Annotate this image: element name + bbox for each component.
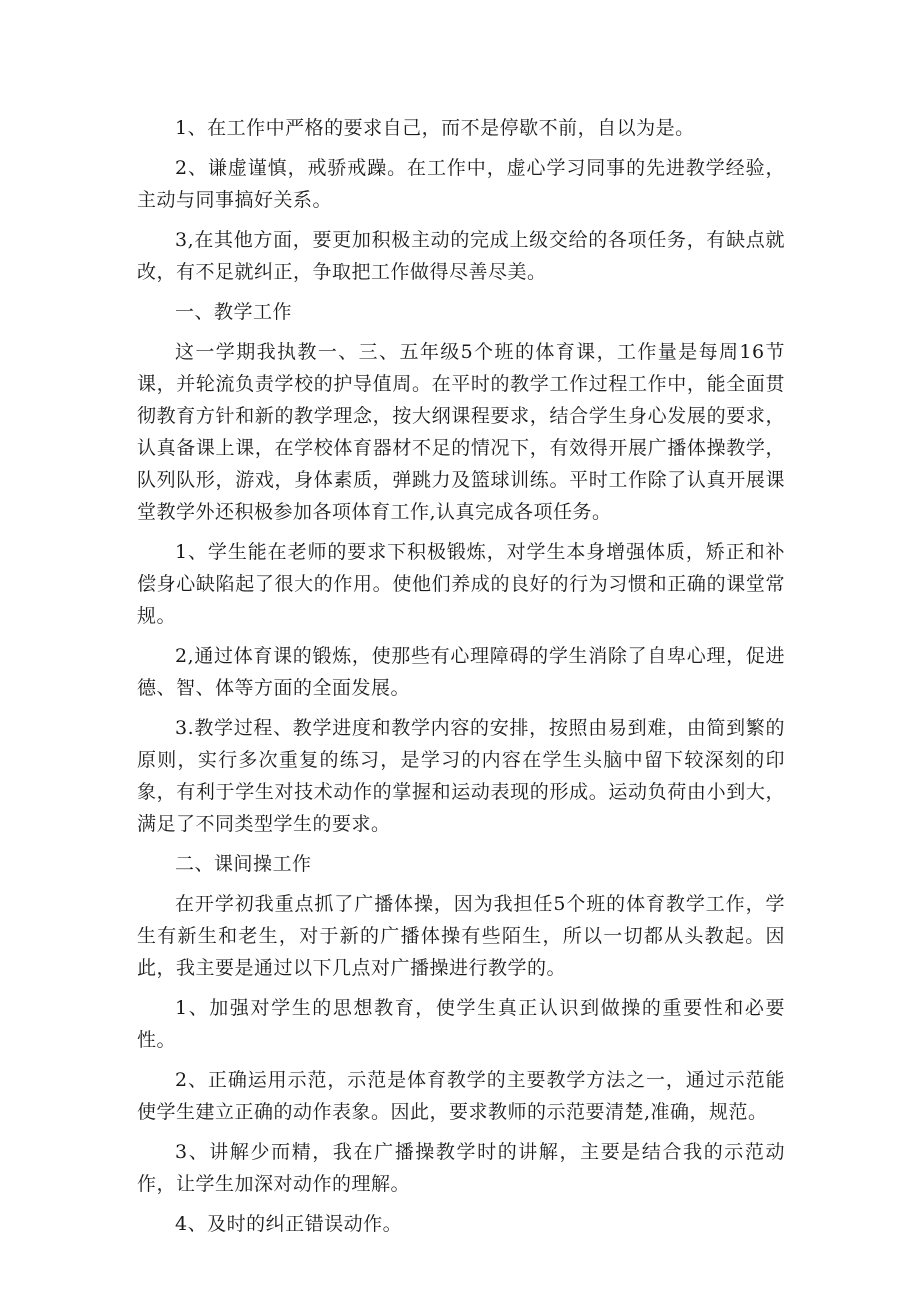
paragraph: 3.教学过程、教学进度和教学内容的安排，按照由易到难，由简到繁的原则，实行多次重复的练习，是学习的内容在学生头脑中留下较深刻的印象，有利于学生对技术动作的掌握和运动表现的形成。运动负荷由小到大，满足了不同类型学生的要求。 <box>137 717 785 835</box>
paragraph: 1、学生能在老师的要求下积极锻炼，对学生本身增强体质，矫正和补偿身心缺陷起了很大的作用。使他们养成的良好的行为习惯和正确的课堂常规。 <box>137 541 785 627</box>
paragraph: 在开学初我重点抓了广播体操，因为我担任5个班的体育教学工作，学生有新生和老生，对于新的广播体操有些陌生，所以一切都从头教起。因此，我主要是通过以下几点对广播操进行教学的。 <box>137 893 785 979</box>
paragraph: 1、在工作中严格的要求自己，而不是停歇不前，自以为是。 <box>175 117 695 139</box>
paragraph: 1、加强对学生的思想教育，使学生真正认识到做操的重要性和必要性。 <box>137 997 785 1051</box>
paragraph: 2,通过体育课的锻炼，使那些有心理障碍的学生消除了自卑心理，促进德、智、体等方面的全面发展。 <box>137 645 785 699</box>
paragraph: 这一学期我执教一、三、五年级5个班的体育课，工作量是每周16节课，并轮流负责学校的护导值周。在平时的教学工作过程工作中，能全面贯彻教育方针和新的教学理念，按大纲课程要求，结合学生身心发展的要求，认真备课上课，在学校体育器材不足的情况下，有效得开展广播体操教学，队列队形，游戏，身体素质，弹跳力及篮球训练。平时工作除了认真开展课堂教学外还积极参加各项体育工作,认真完成各项任务。 <box>137 341 785 523</box>
paragraph: 3,在其他方面，要更加积极主动的完成上级交给的各项任务，有缺点就改，有不足就纠正，争取把工作做得尽善尽美。 <box>137 229 785 283</box>
paragraph: 3、讲解少而精，我在广播操教学时的讲解，主要是结合我的示范动作，让学生加深对动作的理解。 <box>137 1141 785 1195</box>
paragraph: 4、及时的纠正错误动作。 <box>175 1213 403 1235</box>
paragraph: 2、正确运用示范，示范是体育教学的主要教学方法之一，通过示范能使学生建立正确的动作表象。因此，要求教师的示范要清楚,准确，规范。 <box>137 1069 785 1123</box>
paragraph: 2、谦虚谨慎，戒骄戒躁。在工作中，虚心学习同事的先进教学经验，主动与同事搞好关系。 <box>137 157 785 211</box>
document-body <box>137 112 785 1248</box>
section-heading: 二、课间操工作 <box>175 853 312 875</box>
section-heading: 一、教学工作 <box>175 301 293 323</box>
